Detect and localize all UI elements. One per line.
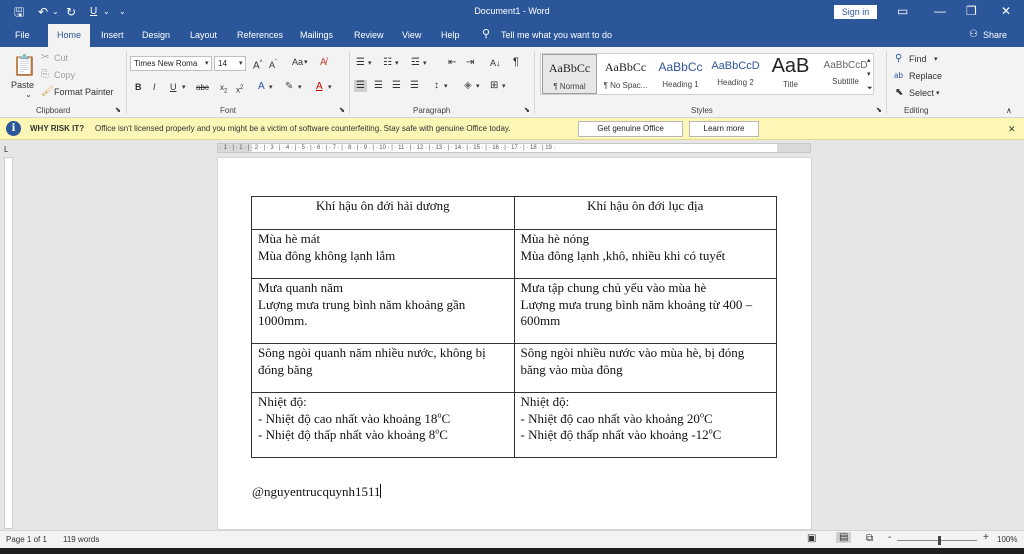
temp-unit: C (703, 410, 713, 426)
climate-table[interactable] (251, 196, 777, 458)
bullets-icon[interactable]: ☰ (356, 57, 365, 68)
read-mode-icon[interactable]: ▣ (807, 533, 817, 544)
tab-design[interactable]: Design (142, 30, 171, 40)
paragraph-launcher-icon[interactable]: ⬊ (524, 107, 530, 114)
style-normal[interactable] (542, 54, 597, 94)
subscript-icon[interactable]: $x_2$ (220, 83, 228, 95)
table-cell[interactable] (252, 344, 515, 393)
cell-line: Mùa đông không lạnh lắm (258, 247, 396, 263)
paste-icon[interactable]: 📋 (12, 55, 37, 77)
close-icon[interactable]: ✕ (1001, 4, 1012, 18)
cell-line: Nhiệt độ: (258, 394, 307, 409)
tab-mailings[interactable]: Mailings (300, 30, 334, 40)
text-effects-dropdown-icon[interactable]: ▾ (269, 84, 273, 91)
info-icon: i (6, 121, 21, 136)
cell-line (521, 427, 771, 444)
style-name: Title (783, 80, 798, 89)
font-name-value: Times New Roma (134, 59, 198, 68)
signature-text[interactable] (252, 484, 381, 500)
zoom-level[interactable]: 100% (997, 535, 1018, 544)
highlight-icon[interactable]: ✎ (285, 81, 294, 92)
cut-icon: ✂ (41, 52, 50, 63)
cell-line: Mùa hè mát (258, 231, 321, 246)
superscript-icon[interactable]: $x^2$ (236, 85, 244, 95)
styles-group-label: Styles (691, 106, 713, 115)
sort-icon[interactable]: A↓ (490, 58, 501, 68)
temp-text: - Nhiệt độ thấp nhất vào khoảng -12 (520, 427, 709, 442)
show-formatting-icon[interactable]: ¶ (513, 56, 519, 68)
sign-in-button[interactable]: Sign in (834, 5, 877, 19)
redo-icon[interactable]: ↻ (66, 5, 77, 19)
styles-gallery (540, 53, 874, 95)
get-genuine-office-button[interactable]: Get genuine Office (578, 121, 683, 137)
replace-button[interactable]: Replace (909, 71, 943, 81)
italic-icon[interactable]: I (153, 82, 156, 92)
tab-layout[interactable]: Layout (190, 30, 218, 40)
cell-line: Mưa quanh năm (258, 280, 344, 295)
cell-line: Mưa tập chung chủ yếu vào mùa hè (520, 280, 707, 295)
title-bar (0, 0, 1024, 24)
change-case-dropdown-icon[interactable]: ▾ (304, 59, 308, 66)
collapse-ribbon-icon[interactable]: ∧ (1006, 106, 1012, 115)
temp-text: - Nhiệt độ cao nhất vào khoảng 20 (520, 410, 700, 426)
cell-line: Mùa đông lạnh ,khô, nhiều khi có tuyết (520, 247, 726, 263)
table-row (252, 279, 777, 344)
web-layout-icon[interactable]: ⧉ (866, 533, 874, 544)
signature-value: @nguyentrucquynh1511 (252, 484, 381, 499)
shading-dropdown-icon[interactable]: ▾ (476, 83, 480, 90)
table-header-cell[interactable]: Khí hậu ôn đới lục địa (514, 197, 777, 230)
style-name: ¶ No Spac... (603, 81, 648, 90)
bullets-dropdown-icon[interactable]: ▾ (368, 60, 372, 67)
font-group-label: Font (220, 106, 237, 115)
vertical-ruler[interactable] (4, 157, 13, 529)
spellcheck-dropdown-icon[interactable]: ⌄ (103, 7, 110, 16)
style-heading-1[interactable] (653, 54, 708, 94)
styles-scroll-down-icon[interactable]: ▾ (867, 71, 871, 78)
shading-icon[interactable]: ◈ (464, 80, 472, 91)
warning-heading: WHY RISK IT? (30, 124, 85, 133)
copy-button[interactable]: Copy (54, 70, 76, 80)
degree-mark: o (708, 426, 713, 436)
find-icon: ⚲ (895, 53, 903, 64)
tab-references[interactable]: References (237, 30, 284, 40)
line-spacing-icon[interactable]: ↕ (434, 80, 439, 91)
degree-mark: o (699, 410, 704, 420)
style-no-spacing[interactable] (598, 54, 653, 94)
text-cursor (380, 484, 381, 498)
print-layout-icon[interactable]: ▤ (836, 532, 851, 543)
borders-dropdown-icon[interactable]: ▾ (502, 83, 506, 90)
style-sample: AaBbCc (548, 61, 591, 75)
highlight-dropdown-icon[interactable]: ▾ (298, 84, 302, 91)
cell-line (258, 427, 508, 444)
word-count[interactable]: 119 words (63, 535, 100, 544)
style-sample: AaB (771, 55, 810, 77)
degree-mark: o (435, 426, 440, 436)
numbering-dropdown-icon[interactable]: ▾ (395, 60, 399, 67)
select-button[interactable]: Select (909, 88, 935, 98)
zoom-out-button[interactable]: - (888, 532, 892, 543)
tab-review[interactable]: Review (354, 30, 384, 40)
style-sample: AaBbCc (604, 60, 647, 74)
line-spacing-dropdown-icon[interactable]: ▾ (444, 83, 448, 90)
paragraph-group-label: Paragraph (413, 106, 451, 115)
select-icon: ⬉ (895, 87, 904, 98)
warning-message: Office isn't licensed properly and you might be a victim of software counterfeiting. Stay safe with genuine Office today. (95, 124, 511, 133)
zoom-slider[interactable] (897, 540, 977, 541)
ribbon-display-icon[interactable]: ▭ (897, 4, 909, 18)
decrease-indent-icon[interactable]: ⇤ (448, 57, 457, 68)
table-cell[interactable] (252, 230, 515, 279)
table-cell[interactable] (514, 230, 777, 279)
share-button[interactable]: Share (983, 30, 1008, 40)
temp-unit: C (441, 410, 451, 426)
document-title: Document1 - Word (474, 6, 550, 16)
os-taskbar (0, 548, 1024, 554)
table-header-row (252, 197, 777, 230)
cell-line: Nhiệt độ: (520, 394, 570, 409)
align-left-icon[interactable]: ☰ (356, 80, 365, 91)
justify-icon[interactable]: ☰ (410, 80, 419, 91)
replace-icon: ab (894, 71, 903, 80)
copy-icon: ⎘ (41, 69, 49, 80)
format-painter-button[interactable]: Format Painter (54, 87, 114, 97)
temp-unit: C (439, 427, 448, 442)
find-dropdown-icon[interactable]: ▾ (934, 56, 938, 63)
undo-icon[interactable]: ↶ (38, 5, 49, 19)
tell-me-search[interactable]: Tell me what you want to do (501, 30, 613, 40)
multilevel-list-dropdown-icon[interactable]: ▾ (423, 60, 427, 67)
learn-more-button[interactable]: Learn more (689, 121, 759, 137)
cell-line (258, 411, 508, 428)
table-cell[interactable] (514, 344, 777, 393)
license-warning-bar (0, 118, 1024, 140)
styles-launcher-icon[interactable]: ⬊ (876, 107, 882, 114)
zoom-slider-thumb[interactable] (938, 536, 941, 545)
restore-icon[interactable]: ❐ (966, 4, 977, 18)
temp-unit: C (712, 427, 722, 442)
undo-dropdown-icon[interactable]: ⌄ (52, 7, 59, 16)
degree-mark: o (437, 410, 442, 420)
multilevel-list-icon[interactable]: ☲ (411, 57, 420, 68)
font-size-value: 14 (218, 59, 227, 68)
strikethrough-icon[interactable]: abc (196, 83, 209, 92)
page-count[interactable]: Page 1 of 1 (6, 535, 47, 544)
underline-dropdown-icon[interactable]: ▾ (182, 84, 186, 91)
styles-scroll-up-icon[interactable]: ▴ (867, 57, 871, 64)
style-heading-2[interactable] (708, 54, 763, 94)
font-color-dropdown-icon[interactable]: ▾ (328, 84, 332, 91)
cell-line: Sông ngòi quanh năm nhiều nước, không bị đóng băng (258, 345, 486, 377)
table-cell[interactable] (514, 393, 777, 458)
style-name: ¶ Normal (553, 82, 586, 91)
numbering-icon[interactable]: ☷ (383, 57, 392, 68)
increase-indent-icon[interactable]: ⇥ (466, 57, 475, 68)
borders-icon[interactable]: ⊞ (490, 80, 499, 91)
bold-icon[interactable]: B (135, 82, 142, 92)
ruler-marks: · 1 · | · 1 · | · 2 · | · 3 · | · 4 · | · 5 · | · 6 · | · 7 · | · 8 · | · 9 · | · 10 · | · 11 · | · 12 · | · 13 · | · 14 · | · 15 · | · 16 · | · 17 · | · 18 · | 19 · (220, 145, 556, 151)
temp-text: - Nhiệt độ thấp nhất vào khoảng 8 (258, 427, 436, 442)
divider (349, 51, 350, 114)
paste-dropdown-icon[interactable]: ⌄ (25, 90, 32, 99)
clipboard-group-label: Clipboard (36, 106, 71, 115)
style-sample: AaBbCcD (711, 60, 760, 72)
tab-view[interactable]: View (402, 30, 422, 40)
horizontal-ruler[interactable] (217, 143, 811, 153)
minimize-icon[interactable]: — (934, 4, 946, 18)
cell-line: Sông ngòi nhiều nước vào mùa hè, bị đóng băng vào mùa đông (520, 345, 745, 377)
tab-selector-icon[interactable]: L (4, 145, 9, 154)
status-bar (0, 530, 1024, 548)
cell-line: Mùa hè nóng (520, 231, 590, 246)
divider (126, 51, 127, 114)
zoom-in-button[interactable]: + (983, 532, 989, 543)
ribbon-tabs (0, 24, 1024, 47)
tab-file[interactable]: File (15, 30, 30, 40)
find-button[interactable]: Find (909, 54, 927, 64)
table-row (252, 393, 777, 458)
font-name-dropdown-icon[interactable]: ▾ (205, 60, 209, 67)
font-launcher-icon[interactable]: ⬊ (339, 107, 345, 114)
tab-insert[interactable]: Insert (101, 30, 124, 40)
cell-line (521, 411, 771, 428)
lightbulb-icon: ⚲ (482, 28, 491, 40)
cell-line: Lượng mưa trung bình năm khoảng gần 1000mm. (258, 296, 466, 328)
style-sample: AaBbCcD (823, 60, 868, 71)
clipboard-launcher-icon[interactable]: ⬊ (115, 107, 121, 114)
styles-more-icon[interactable]: ⏷ (867, 85, 873, 92)
table-header-cell[interactable]: Khí hậu ôn đới hải dương (252, 197, 515, 230)
share-icon: ⚇ (969, 29, 978, 40)
paste-button[interactable]: Paste (11, 80, 35, 90)
ribbon (0, 47, 1024, 118)
change-case-button[interactable]: Aa (292, 57, 304, 67)
tab-home[interactable]: Home (48, 24, 90, 47)
text-effects-icon[interactable]: A (258, 81, 265, 92)
select-dropdown-icon[interactable]: ▾ (936, 90, 940, 97)
font-color-icon[interactable]: A (316, 81, 323, 92)
align-center-icon[interactable]: ☰ (374, 80, 383, 91)
font-size-dropdown-icon[interactable]: ▾ (239, 60, 243, 67)
cell-line: Lượng mưa trung bình năm khoảng từ 400 – 600mm (520, 296, 753, 328)
style-name: Heading 1 (662, 80, 699, 89)
cut-button[interactable]: Cut (54, 53, 69, 63)
temp-text: - Nhiệt độ cao nhất vào khoảng 18 (258, 410, 438, 426)
table-row (252, 344, 777, 393)
customize-toolbar-icon[interactable]: ⌄ (119, 7, 126, 16)
style-title[interactable] (763, 54, 818, 94)
format-painter-icon: 🖌 (41, 86, 54, 97)
style-name: Heading 2 (717, 78, 754, 87)
style-sample: AaBbCc (658, 60, 703, 74)
divider (534, 51, 535, 114)
editing-group-label: Editing (904, 106, 929, 115)
style-name: Subtitle (832, 77, 859, 86)
close-warning-icon[interactable]: ✕ (1008, 124, 1016, 134)
tab-help[interactable]: Help (441, 30, 460, 40)
spellcheck-icon[interactable]: U (90, 6, 98, 17)
style-subtitle[interactable] (818, 54, 873, 94)
divider (886, 51, 887, 114)
align-right-icon[interactable]: ☰ (392, 80, 401, 91)
table-cell[interactable] (514, 279, 777, 344)
save-icon[interactable]: 🖫 (14, 5, 25, 19)
grow-font-icon[interactable]: A^ (253, 60, 263, 72)
underline-icon[interactable]: U (170, 82, 177, 92)
table-cell[interactable] (252, 279, 515, 344)
clear-formatting-icon[interactable]: A̸ (320, 57, 327, 68)
font-name-combo[interactable] (130, 56, 212, 71)
table-row (252, 230, 777, 279)
table-cell[interactable] (252, 393, 515, 458)
shrink-font-icon[interactable]: $A^ˇ$ (269, 60, 278, 70)
